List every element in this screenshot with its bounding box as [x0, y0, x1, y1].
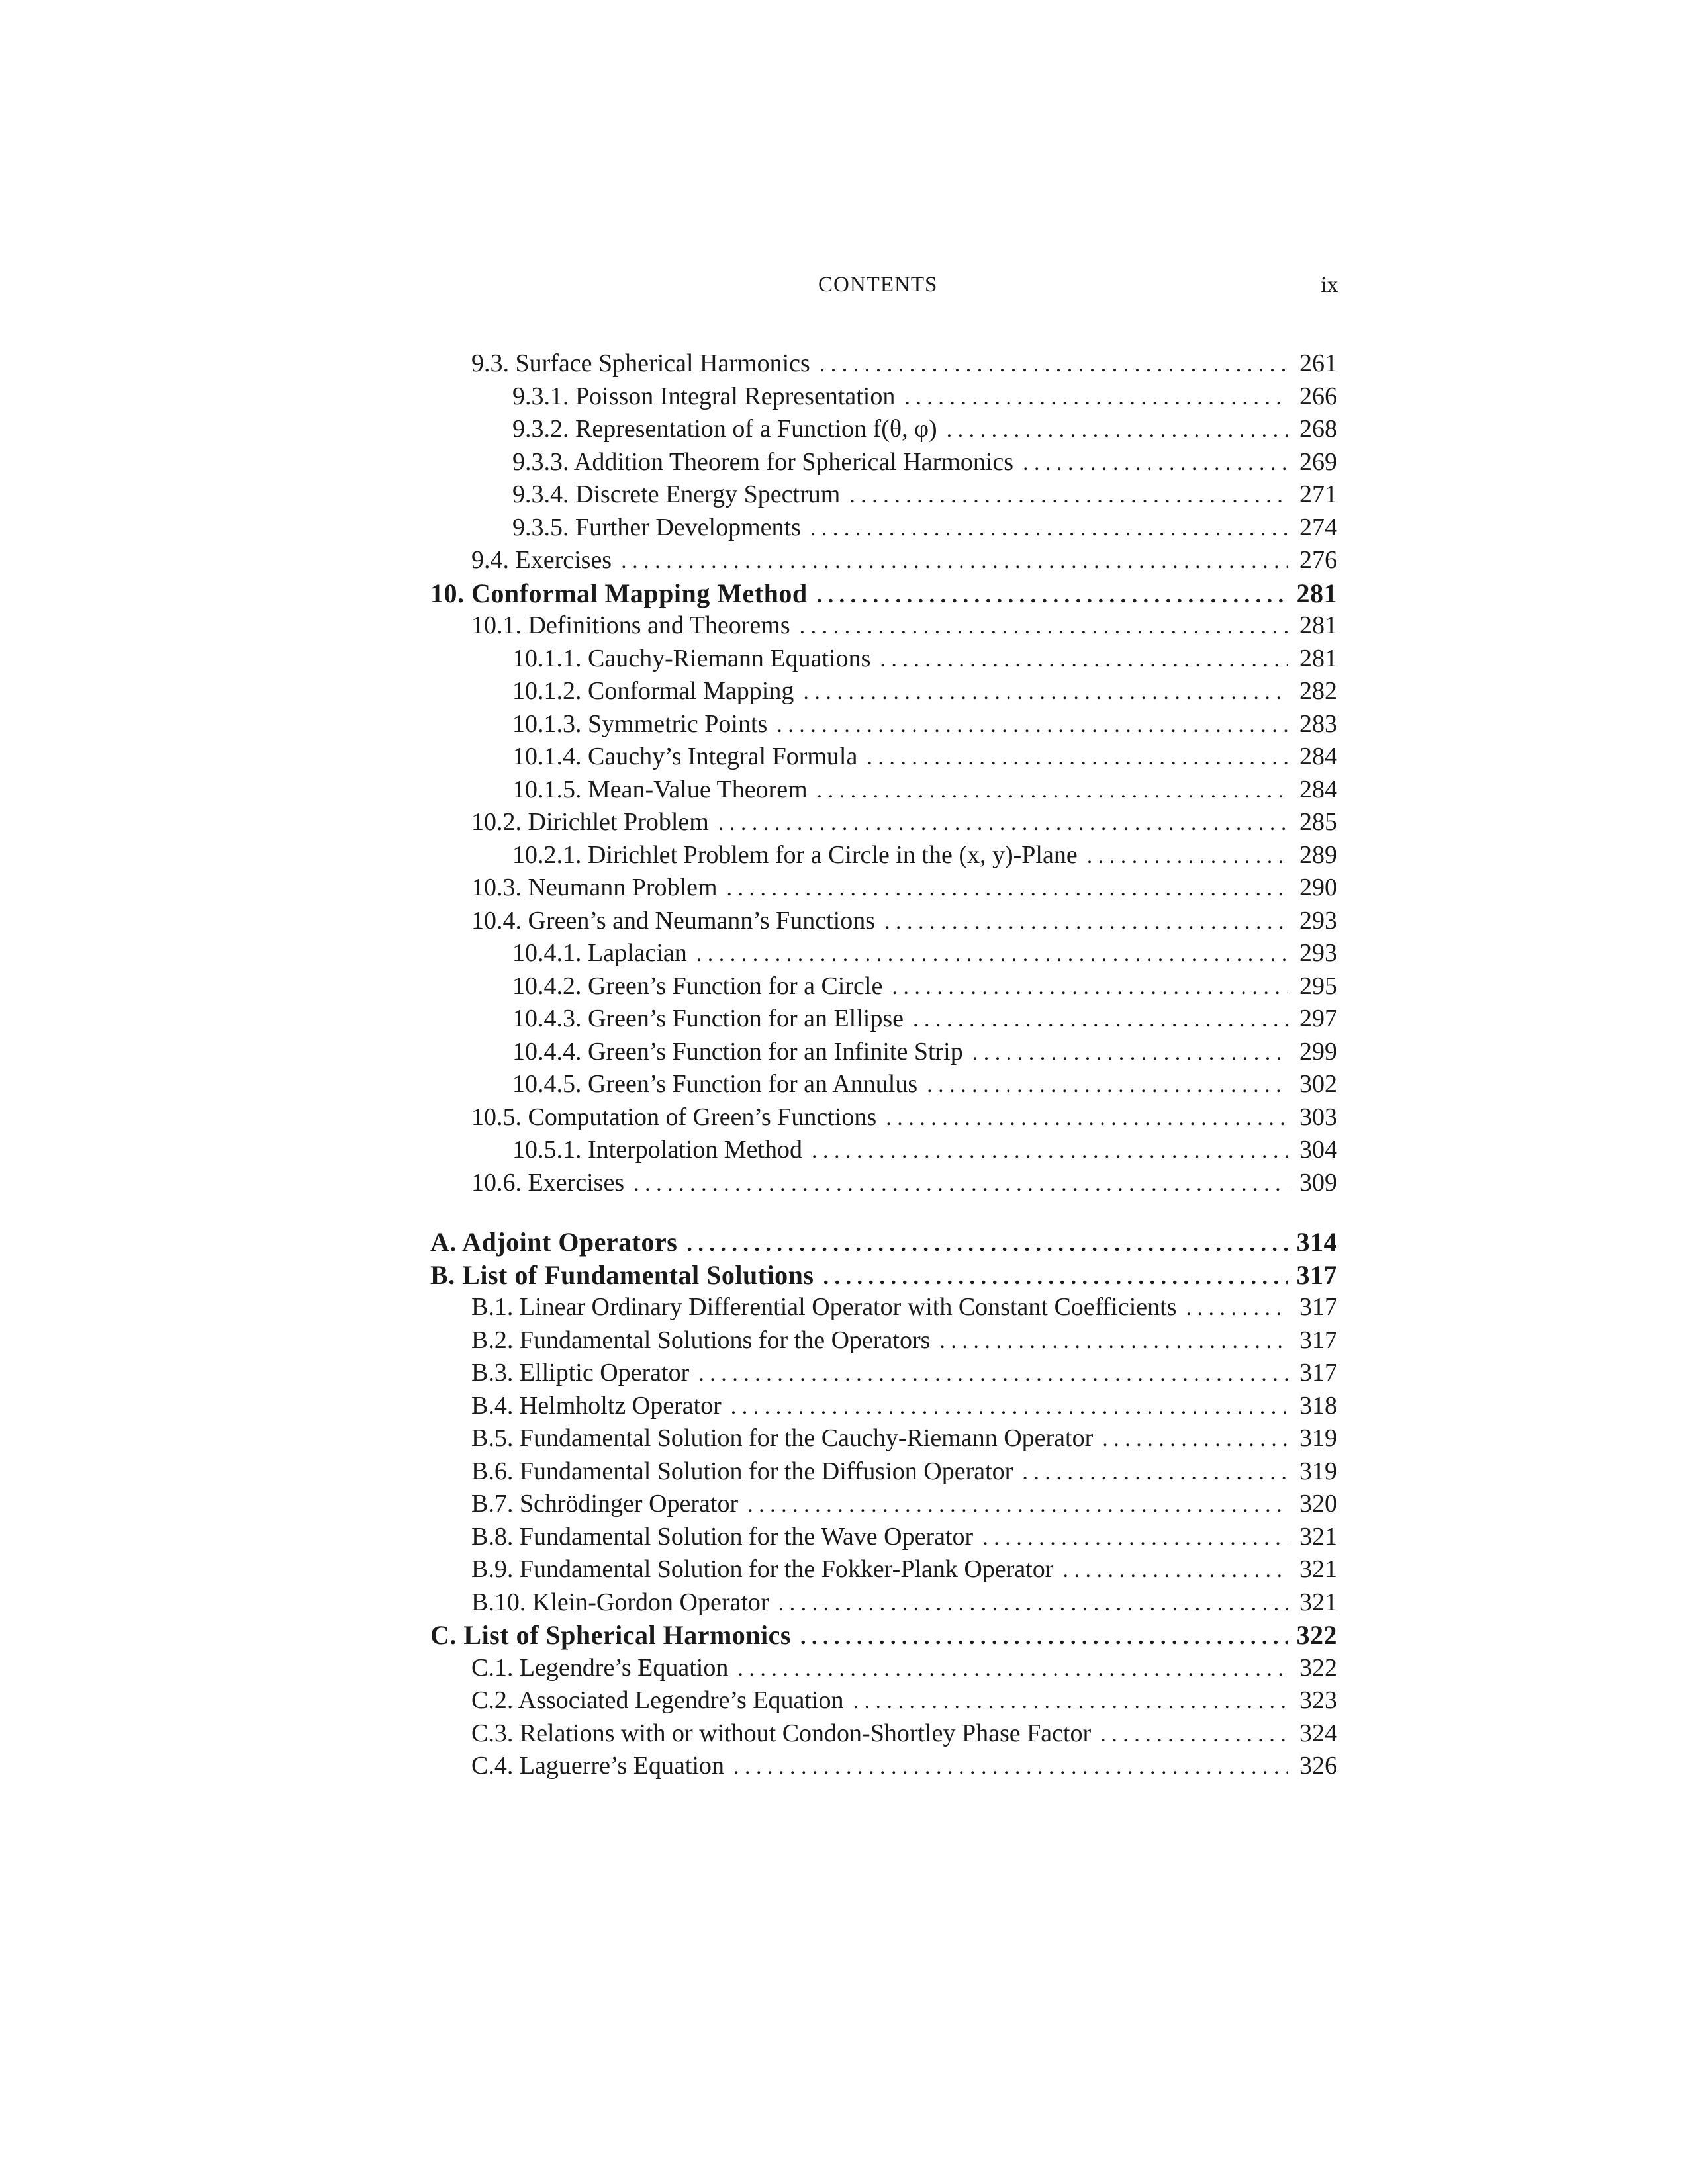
- toc-entry[interactable]: [430, 675, 1337, 708]
- toc-chapter-label: B. List of Fundamental Solutions: [430, 1259, 814, 1290]
- toc-entry-label: B.3. Elliptic Operator: [471, 1359, 690, 1387]
- toc-entry[interactable]: [430, 1167, 1337, 1200]
- toc-entry-page: 274: [1299, 513, 1337, 541]
- dot-leader: [880, 643, 1288, 676]
- toc-entry-label: 9.3.2. Representation of a Function f(θ, φ): [512, 415, 937, 443]
- dot-leader: [1062, 1554, 1288, 1587]
- toc-entry-label: 10.4.2. Green’s Function for a Circle: [512, 972, 883, 1000]
- dot-leader: [1100, 1718, 1288, 1751]
- toc-entry[interactable]: [430, 905, 1337, 938]
- dot-leader: [810, 512, 1288, 545]
- toc-entry-label: B.8. Fundamental Solution for the Wave Operator: [471, 1522, 974, 1551]
- toc-entry-label: 10.4.1. Laplacian: [512, 939, 687, 967]
- toc-entry-label: C.3. Relations with or without Condon-Shortley Phase Factor: [471, 1719, 1092, 1747]
- toc-entry-page: 323: [1299, 1686, 1337, 1714]
- toc-entry[interactable]: [430, 1101, 1337, 1134]
- dot-leader: [1023, 447, 1288, 480]
- toc-entry[interactable]: [430, 610, 1337, 643]
- dot-leader: [886, 1102, 1288, 1135]
- toc-entry[interactable]: [430, 381, 1337, 414]
- toc-entry[interactable]: [430, 643, 1337, 676]
- dot-leader: [1102, 1423, 1288, 1456]
- dot-leader: [621, 545, 1288, 578]
- toc-entry-label: C.1. Legendre’s Equation: [471, 1653, 729, 1682]
- dot-leader: [696, 938, 1288, 971]
- toc-entry-page: 295: [1299, 972, 1337, 1000]
- toc-entry-label: B.4. Helmholtz Operator: [471, 1391, 722, 1420]
- toc-entry-label: 10.4. Green’s and Neumann’s Functions: [471, 906, 876, 934]
- toc-entry-label: 10.2.1. Dirichlet Problem for a Circle in the (x, y)-Plane: [512, 841, 1078, 869]
- toc-chapter-label: 10. Conformal Mapping Method: [430, 578, 808, 608]
- dot-leader: [800, 1621, 1288, 1654]
- toc-entry-page: 281: [1299, 612, 1337, 639]
- toc-entry[interactable]: [430, 1324, 1337, 1357]
- dot-leader: [1022, 1456, 1288, 1489]
- dot-leader: [1087, 840, 1288, 873]
- toc-entry[interactable]: [430, 512, 1337, 545]
- dot-leader: [727, 872, 1288, 905]
- toc-entry-page: 303: [1299, 1103, 1337, 1131]
- dot-leader: [884, 905, 1288, 938]
- toc-entry-label: B.5. Fundamental Solution for the Cauchy-Riemann Operator: [471, 1424, 1094, 1452]
- dot-leader: [803, 676, 1288, 709]
- toc-chapter[interactable]: [430, 577, 1337, 610]
- toc-entry-page: 319: [1299, 1457, 1337, 1485]
- dot-leader: [686, 1228, 1287, 1261]
- toc-entry[interactable]: [430, 1068, 1337, 1101]
- toc-entry-label: 10.1.2. Conformal Mapping: [512, 677, 794, 705]
- toc-entry[interactable]: [430, 806, 1337, 839]
- page-header: [0, 273, 1688, 306]
- toc-entry-page: 321: [1299, 1522, 1337, 1551]
- toc-entry[interactable]: [430, 1488, 1337, 1521]
- toc-entry[interactable]: [430, 970, 1337, 1003]
- dot-leader: [698, 1357, 1288, 1390]
- toc-entry[interactable]: [430, 1586, 1337, 1619]
- toc-entry-label: B.1. Linear Ordinary Differential Operator with Constant Coefficients: [471, 1293, 1177, 1321]
- toc-entry-page: 319: [1299, 1424, 1337, 1452]
- dot-leader: [904, 381, 1288, 414]
- dot-leader: [776, 709, 1288, 742]
- toc-entry-label: 10.4.3. Green’s Function for an Ellipse: [512, 1005, 904, 1032]
- page-number: ix: [1321, 273, 1338, 297]
- dot-leader: [737, 1653, 1288, 1686]
- toc-entry-label: 9.3.3. Addition Theorem for Spherical Harmonics: [512, 447, 1014, 476]
- toc-entry-label: 10.3. Neumann Problem: [471, 874, 718, 901]
- dot-leader: [817, 579, 1288, 612]
- toc-entry-label: C.4. Laguerre’s Equation: [471, 1752, 725, 1780]
- toc-entry[interactable]: [430, 708, 1337, 741]
- dot-leader: [633, 1167, 1288, 1201]
- toc-entry-page: 317: [1299, 1293, 1337, 1321]
- toc-chapter-page: 314: [1296, 1227, 1337, 1257]
- toc-chapter[interactable]: [430, 1259, 1337, 1292]
- toc-entry-page: 318: [1299, 1391, 1337, 1420]
- dot-leader: [913, 1003, 1288, 1036]
- toc-entry-page: 261: [1299, 349, 1337, 377]
- dot-leader: [747, 1488, 1288, 1522]
- toc-chapter[interactable]: [430, 1619, 1337, 1652]
- toc-chapter[interactable]: [430, 1226, 1337, 1259]
- toc-entry[interactable]: [430, 741, 1337, 774]
- toc-chapter-page: 317: [1296, 1259, 1337, 1290]
- toc-entry-page: 299: [1299, 1037, 1337, 1066]
- toc-entry-page: 268: [1299, 415, 1337, 443]
- toc-entry-page: 293: [1299, 906, 1337, 934]
- dot-leader: [731, 1390, 1288, 1424]
- toc-entry-page: 309: [1299, 1168, 1337, 1197]
- toc-entry-label: C.2. Associated Legendre’s Equation: [471, 1686, 844, 1714]
- toc-entry-page: 284: [1299, 775, 1337, 803]
- toc-entry[interactable]: [430, 413, 1337, 446]
- toc-entry-label: 9.3.5. Further Developments: [512, 513, 801, 541]
- toc-entry-page: 285: [1299, 808, 1337, 836]
- dot-leader: [817, 774, 1288, 807]
- toc-entry-page: 297: [1299, 1005, 1337, 1032]
- toc-entry-label: 10.5.1. Interpolation Method: [512, 1136, 802, 1163]
- toc-entry-label: 10.1. Definitions and Theorems: [471, 612, 790, 639]
- running-head: CONTENTS: [818, 273, 938, 296]
- toc-entry-page: 282: [1299, 677, 1337, 705]
- dot-leader: [892, 971, 1288, 1004]
- toc-entry[interactable]: [430, 1652, 1337, 1685]
- dot-leader: [733, 1751, 1288, 1784]
- toc-entry-page: 317: [1299, 1359, 1337, 1387]
- dot-leader: [972, 1036, 1288, 1069]
- dot-leader: [820, 348, 1288, 381]
- toc-entry-label: 10.1.4. Cauchy’s Integral Formula: [512, 743, 858, 770]
- toc-entry[interactable]: [430, 1750, 1337, 1783]
- dot-leader: [823, 1261, 1287, 1294]
- toc-entry-label: 10.1.1. Cauchy-Riemann Equations: [512, 644, 871, 672]
- toc-entry-page: 283: [1299, 709, 1337, 738]
- toc-entry-page: 266: [1299, 382, 1337, 410]
- toc-chapter-page: 322: [1296, 1620, 1337, 1650]
- toc-entry-label: 10.5. Computation of Green’s Functions: [471, 1103, 877, 1131]
- toc-entry-page: 290: [1299, 874, 1337, 901]
- toc-entry[interactable]: [430, 1036, 1337, 1069]
- toc-entry[interactable]: [430, 1134, 1337, 1167]
- toc-entry-label: B.10. Klein-Gordon Operator: [471, 1588, 769, 1616]
- toc-entry-label: 10.4.5. Green’s Function for an Annulus: [512, 1070, 918, 1098]
- toc-entry-page: 320: [1299, 1490, 1337, 1518]
- dot-leader: [800, 610, 1288, 643]
- toc-entry-label: B.2. Fundamental Solutions for the Operators: [471, 1326, 931, 1354]
- toc-entry[interactable]: [430, 347, 1337, 381]
- toc-entry[interactable]: [430, 1521, 1337, 1554]
- toc-entry-page: 321: [1299, 1555, 1337, 1583]
- dot-leader: [947, 414, 1288, 447]
- toc-chapter-page: 281: [1296, 578, 1337, 608]
- toc-entry-label: 10.1.3. Symmetric Points: [512, 709, 768, 738]
- toc-entry-page: 293: [1299, 939, 1337, 967]
- toc-entry-label: 9.4. Exercises: [471, 546, 612, 574]
- toc-entry-label: 10.2. Dirichlet Problem: [471, 808, 709, 836]
- toc-entry[interactable]: [430, 478, 1337, 512]
- toc-entry[interactable]: [430, 1357, 1337, 1390]
- toc-entry-label: 9.3.4. Discrete Energy Spectrum: [512, 480, 841, 508]
- toc-entry-page: 289: [1299, 841, 1337, 869]
- toc-entry-label: 9.3. Surface Spherical Harmonics: [471, 349, 810, 377]
- toc-entry[interactable]: [430, 1003, 1337, 1036]
- toc-entry[interactable]: [430, 1553, 1337, 1586]
- dot-leader: [982, 1522, 1288, 1555]
- toc-entry-label: 10.6. Exercises: [471, 1168, 625, 1197]
- toc-entry[interactable]: [430, 1390, 1337, 1423]
- dot-leader: [853, 1685, 1289, 1718]
- toc-entry[interactable]: [430, 1422, 1337, 1455]
- toc-entry[interactable]: [430, 1717, 1337, 1751]
- toc-chapter-label: C. List of Spherical Harmonics: [430, 1620, 791, 1650]
- dot-leader: [778, 1587, 1288, 1620]
- toc-entry-label: B.7. Schrödinger Operator: [471, 1490, 739, 1518]
- dot-leader: [718, 807, 1288, 840]
- toc-entry[interactable]: [430, 1684, 1337, 1717]
- toc-entry-page: 276: [1299, 546, 1337, 574]
- dot-leader: [927, 1069, 1288, 1102]
- toc-entry[interactable]: [430, 774, 1337, 807]
- toc-entry-page: 317: [1299, 1326, 1337, 1354]
- toc-entry-label: B.6. Fundamental Solution for the Diffusion Operator: [471, 1457, 1013, 1485]
- dot-leader: [849, 479, 1288, 512]
- toc-entry-page: 321: [1299, 1588, 1337, 1616]
- toc-entry-label: 10.1.5. Mean-Value Theorem: [512, 775, 808, 803]
- toc-entry-label: 9.3.1. Poisson Integral Representation: [512, 382, 896, 410]
- table-of-contents: [430, 347, 1337, 1783]
- toc-chapter-label: A. Adjoint Operators: [430, 1227, 678, 1257]
- toc-entry[interactable]: [430, 872, 1337, 905]
- toc-entry[interactable]: [430, 446, 1337, 479]
- toc-entry[interactable]: [430, 1291, 1337, 1324]
- toc-entry-label: 10.4.4. Green’s Function for an Infinite Strip: [512, 1037, 963, 1066]
- toc-entry-page: 302: [1299, 1070, 1337, 1098]
- toc-entry-page: 281: [1299, 644, 1337, 672]
- toc-entry-page: 326: [1299, 1752, 1337, 1780]
- toc-entry-page: 304: [1299, 1136, 1337, 1163]
- toc-entry-label: B.9. Fundamental Solution for the Fokker-Plank Operator: [471, 1555, 1054, 1583]
- toc-entry[interactable]: [430, 544, 1337, 577]
- toc-entry-page: 322: [1299, 1653, 1337, 1682]
- dot-leader: [1186, 1292, 1288, 1325]
- dot-leader: [867, 741, 1288, 774]
- toc-entry[interactable]: [430, 839, 1337, 872]
- toc-entry[interactable]: [430, 937, 1337, 970]
- toc-entry-page: 269: [1299, 447, 1337, 476]
- toc-entry-page: 271: [1299, 480, 1337, 508]
- toc-entry[interactable]: [430, 1455, 1337, 1488]
- dot-leader: [812, 1134, 1288, 1167]
- toc-entry-page: 324: [1299, 1719, 1337, 1747]
- dot-leader: [939, 1325, 1288, 1358]
- toc-entry-page: 284: [1299, 743, 1337, 770]
